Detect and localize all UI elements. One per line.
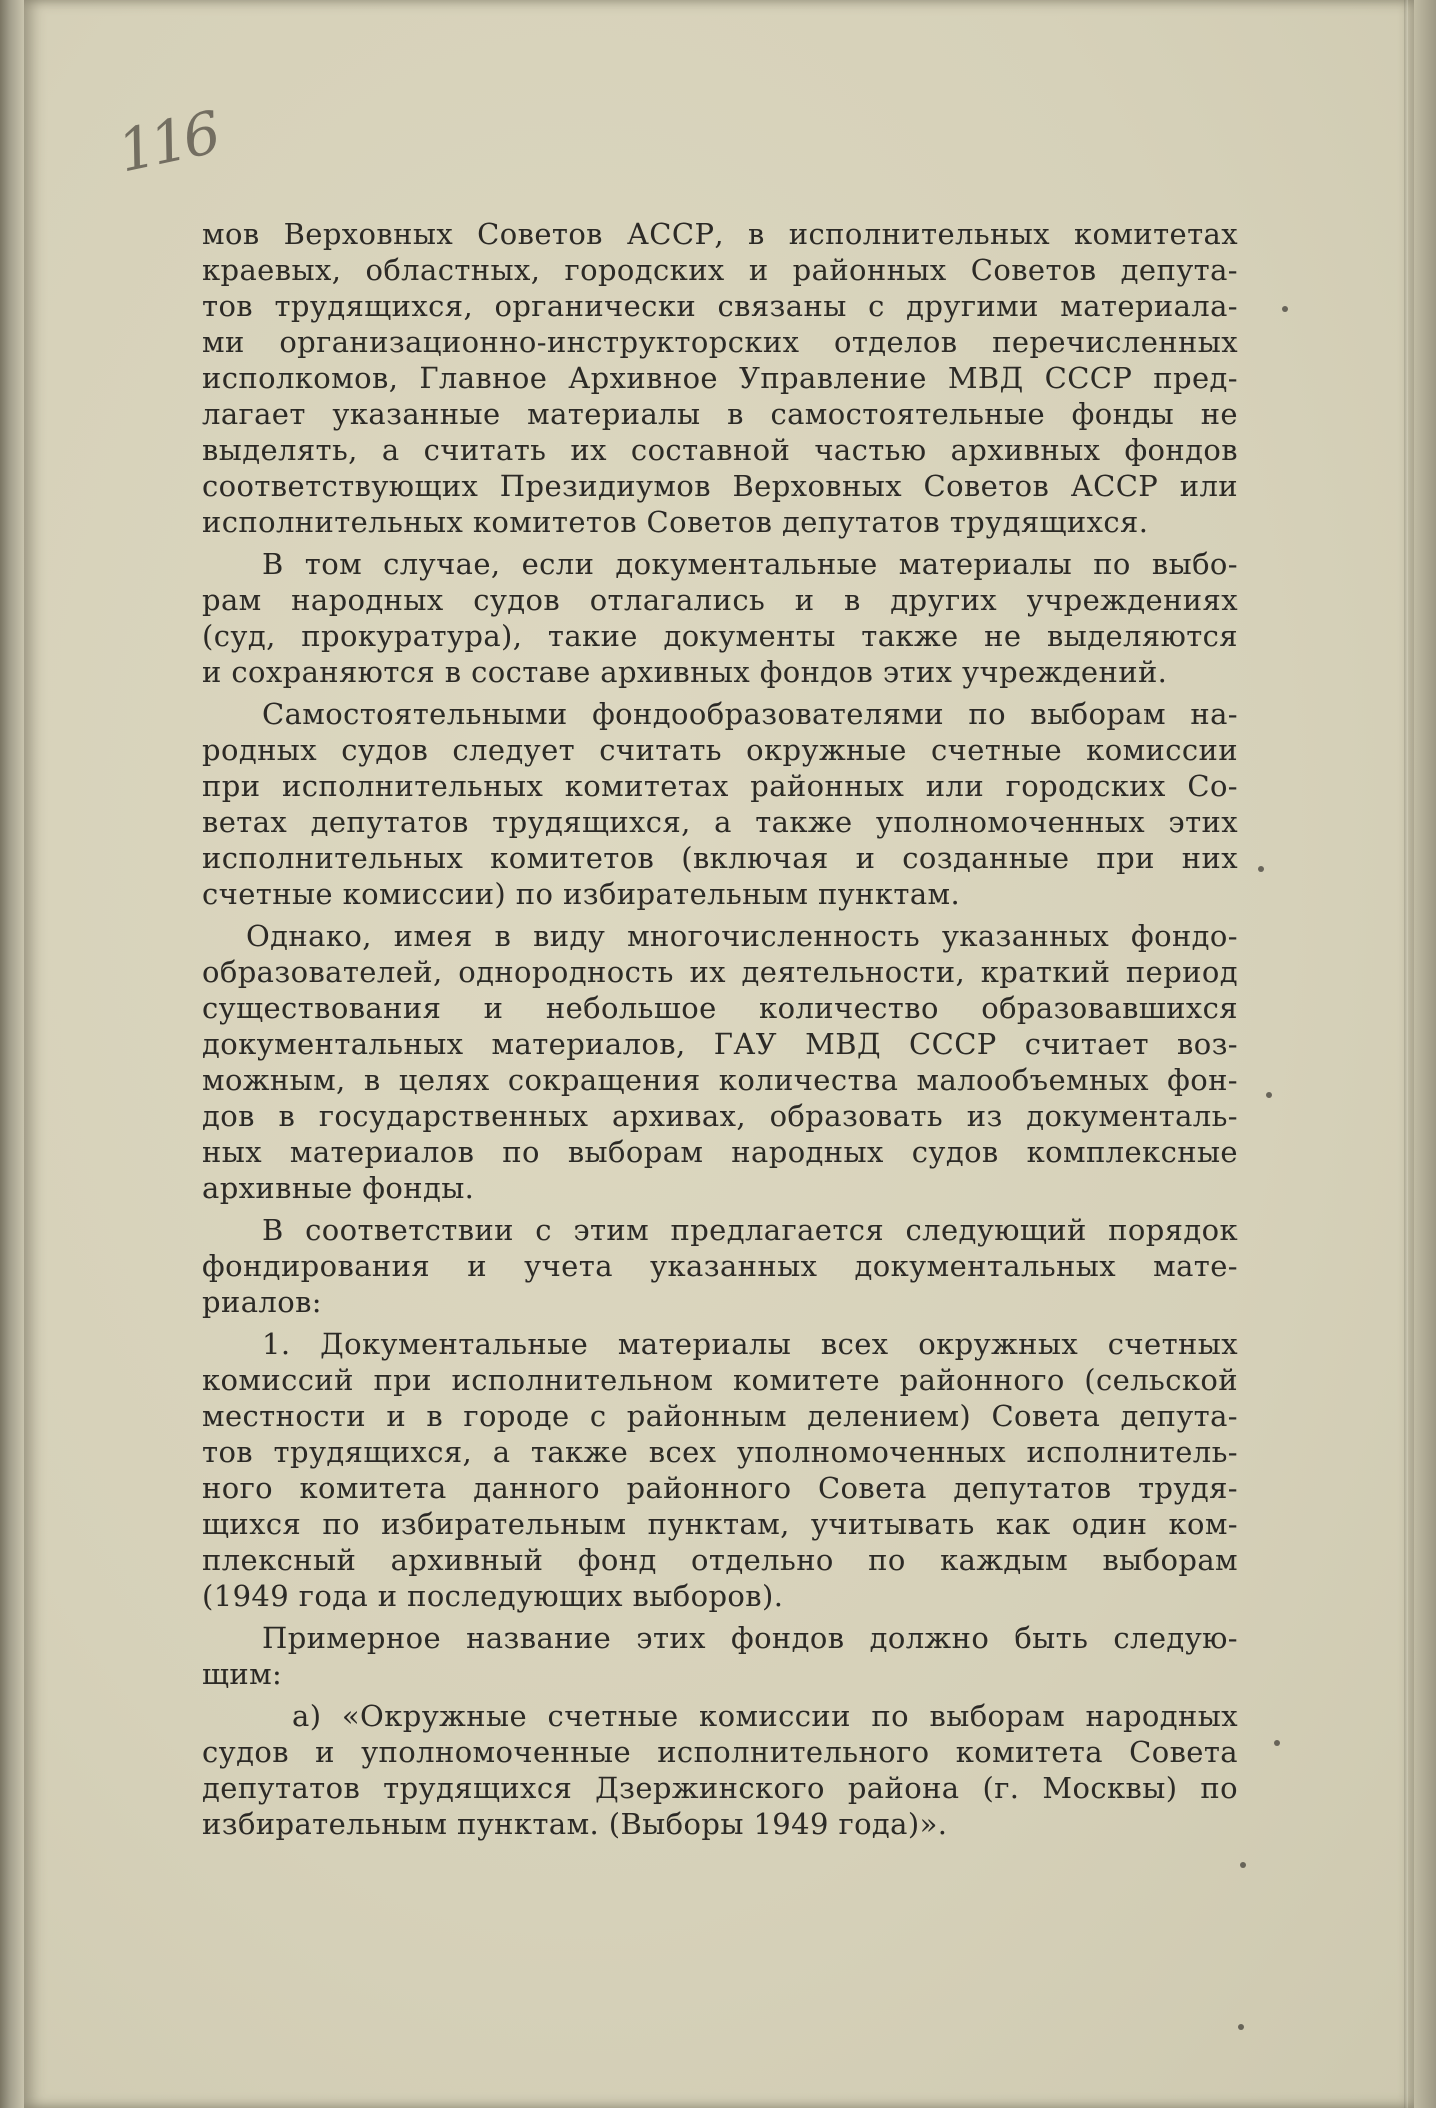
paragraph [202,1620,1238,1692]
paragraph [202,918,1238,1206]
speck-mark [1266,1092,1272,1098]
text-line: краевых, областных, городских и районных Советов депута- [202,253,1238,287]
text-line: тов трудящихся, органически связаны с другими материала- [202,289,1238,323]
text-line: исполкомов, Главное Архивное Управление МВД СССР пред- [202,361,1238,395]
text-line: можным, в целях сокращения количества малообъемных фон- [202,1063,1238,1097]
text-line: и сохраняются в составе архивных фондов этих учреждений. [202,655,1168,689]
paragraph [202,546,1238,690]
text-line: избирательным пунктам. (Выборы 1949 года)». [202,1807,948,1841]
text-line: Примерное название этих фондов должно быть следую- [262,1621,1238,1655]
speck-mark [1282,306,1288,312]
handwritten-page-number: 116 [112,98,223,186]
text-line: мов Верховных Советов АССР, в исполнительных комитетах [202,217,1238,251]
document-body [202,216,1238,1848]
text-line: исполнительных комитетов (включая и созданные при них [202,841,1238,875]
text-line: (суд, прокуратура), такие документы также не выделяются [202,619,1238,653]
text-line: Однако, имея в виду многочисленность указанных фондо- [246,919,1238,953]
text-line: щим: [202,1657,283,1691]
text-line: местности и в городе с районным делением) Совета депута- [202,1399,1238,1433]
paragraph [202,1698,1238,1842]
text-line: ного комитета данного районного Совета депутатов трудя- [202,1471,1238,1505]
speck-mark [1238,2024,1244,2030]
text-line: образователей, однородность их деятельности, краткий период [202,955,1238,989]
paragraph [202,696,1238,912]
text-line: судов и уполномоченные исполнительного комитета Совета [202,1735,1238,1769]
text-line: ветах депутатов трудящихся, а также уполномоченных этих [202,805,1238,839]
speck-mark [1240,1862,1246,1868]
text-line: родных судов следует считать окружные счетные комиссии [202,733,1238,767]
text-line: лагает указанные материалы в самостоятельные фонды не [202,397,1238,431]
text-line: тов трудящихся, а также всех уполномоченных исполнитель- [202,1435,1238,1469]
text-line: документальных материалов, ГАУ МВД СССР считает воз- [202,1027,1238,1061]
paragraph-gap [202,1842,1238,1848]
text-line: риалов: [202,1285,322,1319]
text-line: существования и небольшое количество образовавшихся [202,991,1238,1025]
speck-mark [1274,1740,1280,1746]
text-line: ми организационно-инструкторских отделов перечисленных [202,325,1238,359]
text-line: соответствующих Президиумов Верховных Советов АССР или [202,469,1238,503]
text-line: (1949 года и последующих выборов). [202,1579,784,1613]
paragraph [202,216,1238,540]
text-line: В соответствии с этим предлагается следующий порядок [262,1213,1238,1247]
text-line: 1. Документальные материалы всех окружных счетных [262,1327,1238,1361]
paragraph [202,1212,1238,1320]
page-fold [1404,0,1408,2108]
text-line: при исполнительных комитетах районных или городских Со- [202,769,1238,803]
text-line: плексный архивный фонд отдельно по каждым выборам [202,1543,1238,1577]
text-line: исполнительных комитетов Советов депутатов трудящихся. [202,505,1149,539]
text-line: а) «Окружные счетные комиссии по выборам народных [292,1699,1238,1733]
text-line: архивные фонды. [202,1171,475,1205]
text-line: Самостоятельными фондообразователями по выборам на- [262,697,1238,731]
text-line: счетные комиссии) по избирательным пунктам. [202,877,961,911]
text-line: дов в государственных архивах, образовать из документаль- [202,1099,1238,1133]
paragraph [202,1326,1238,1614]
text-line: депутатов трудящихся Дзержинского района (г. Москвы) по [202,1771,1238,1805]
text-line: выделять, а считать их составной частью архивных фондов [202,433,1238,467]
text-line: комиссий при исполнительном комитете районного (сельской [202,1363,1238,1397]
text-line: рам народных судов отлагались и в других учреждениях [202,583,1238,617]
text-line: ных материалов по выборам народных судов комплексные [202,1135,1238,1169]
speck-mark [1258,866,1264,872]
text-line: щихся по избирательным пунктам, учитывать как один ком- [202,1507,1238,1541]
text-line: фондирования и учета указанных документальных мате- [202,1249,1238,1283]
text-line: В том случае, если документальные материалы по выбо- [262,547,1238,581]
